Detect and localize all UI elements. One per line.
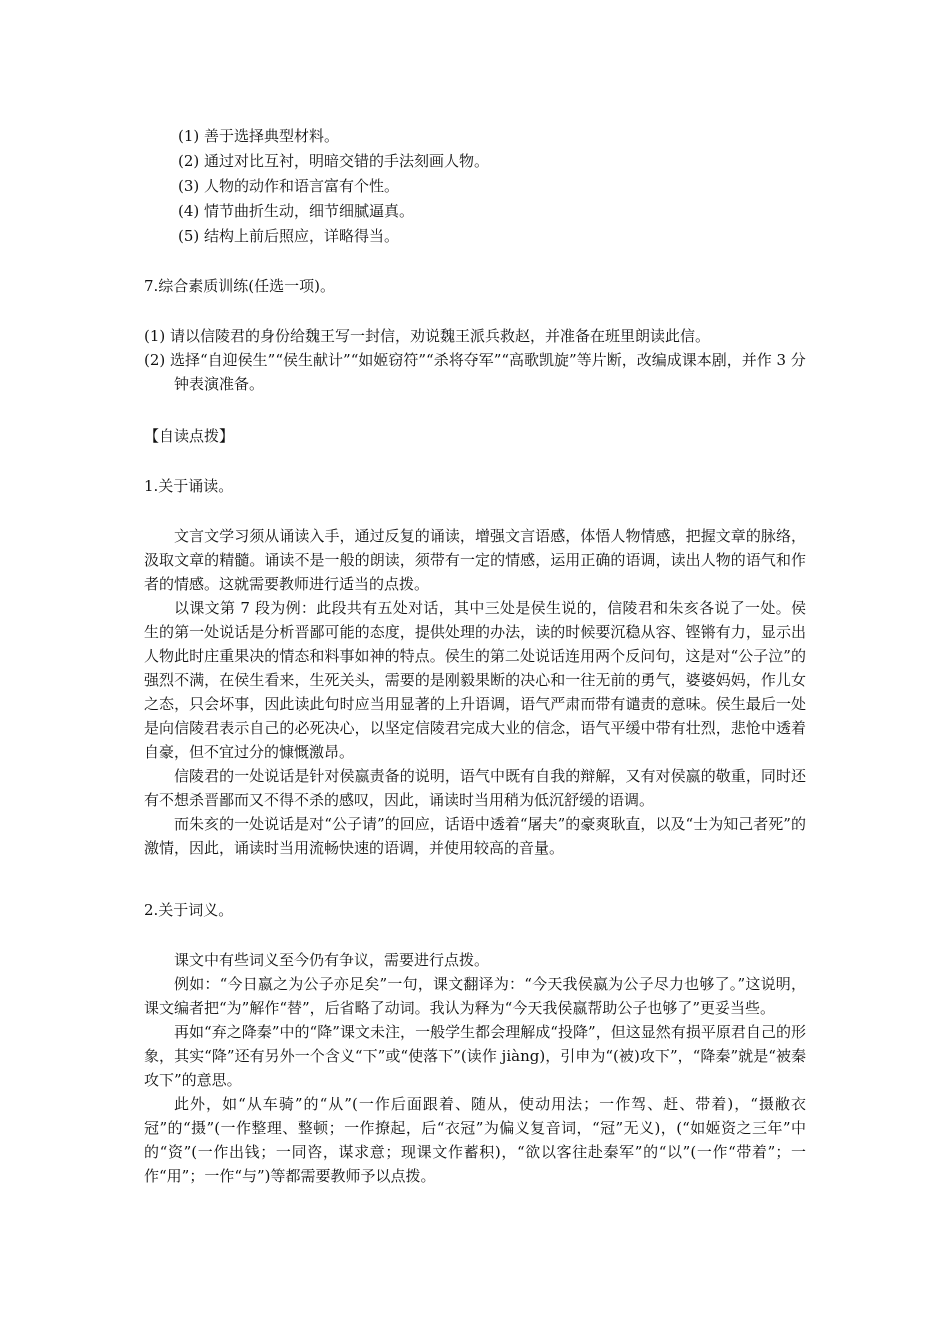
part1-heading: 1.关于诵读。 xyxy=(144,477,234,495)
section7-item-2: (2) 选择“自迎侯生”“侯生献计”“如姬窃符”“杀将夺军”“高歌凯旋”等片断，改编成课本剧，并作 3 分钟表演准备。 xyxy=(144,351,806,393)
part2-paragraph-4: 此外，如“从车骑”的“从”(一作后面跟着、随从，使动用法；一作驾、赶、带着)，“摄敝衣冠”的“摄”(一作整理、整顿；一作撩起，后“衣冠”为偏义复音词，“冠”无义)，(“如姬资之三年”中的“资”(一作出钱；一同咨，谋求意；现课文作蓄积)，“欲以客往赴秦军”的“以”(一作“带着”；一作“用”；一作“与”)等都需要教师予以点拨。 xyxy=(144,1095,806,1185)
feature-item-2: (2) 通过对比互衬，明暗交错的手法刻画人物。 xyxy=(178,152,490,170)
part1-paragraph-2: 以课文第 7 段为例：此段共有五处对话，其中三处是侯生说的，信陵君和朱亥各说了一处。侯生的第一处说话是分析晋鄙可能的态度，提供处理的办法，读的时候要沉稳从容、铿锵有力，显示出人物此时庄重果决的情态和料事如神的特点。侯生的第二处说话连用两个反问句，这是对“公子泣”的强烈不满，在侯生看来，生死关头，需要的是刚毅果断的决心和一往无前的勇气，婆婆妈妈，作儿女之态，只会坏事，因此读此句时应当用显著的上升语调，语气严肃而带有谴责的意味。侯生最后一处是向信陵君表示自己的必死决心，以坚定信陵君完成大业的信念，语气平缓中带有壮烈，悲怆中透着自豪，但不宜过分的慷慨激昂。 xyxy=(144,599,806,761)
part2-paragraph-1: 课文中有些词义至今仍有争议，需要进行点拨。 xyxy=(174,951,490,969)
part2-paragraph-2: 例如：“今日嬴之为公子亦足矣”一句，课文翻译为：“今天我侯嬴为公子尽力也够了。”这说明，课文编者把“为”解作“替”，后省略了动词。我认为释为“今天我侯嬴帮助公子也够了”更妥当些。 xyxy=(144,975,806,1017)
part1-paragraph-4: 而朱亥的一处说话是对“公子请”的回应，话语中透着“屠夫”的豪爽耿直，以及“士为知己者死”的激情，因此，诵读时当用流畅快速的语调，并使用较高的音量。 xyxy=(144,815,806,857)
part2-paragraph-3: 再如“弃之降秦”中的“降”课文未注，一般学生都会理解成“投降”，但这显然有损平原君自己的形象，其实“降”还有另外一个含义“下”或“使落下”(读作 jiàng)，引申为“(被)攻下”，“降秦”就是“被秦攻下”的意思。 xyxy=(144,1023,806,1089)
part1-paragraph-3: 信陵君的一处说话是针对侯嬴责备的说明，语气中既有自我的辩解，又有对侯嬴的敬重，同时还有不想杀晋鄙而又不得不杀的感叹，因此，诵读时当用稍为低沉舒缓的语调。 xyxy=(144,767,806,809)
feature-item-1: (1) 善于选择典型材料。 xyxy=(178,127,340,145)
part1-paragraph-1: 文言文学习须从诵读入手，通过反复的诵读，增强文言语感，体悟人物情感，把握文章的脉络，汲取文章的精髓。诵读不是一般的朗读，须带有一定的情感，运用正确的语调，读出人物的语气和作者的情感。这就需要教师进行适当的点拨。 xyxy=(144,527,806,593)
part2-body xyxy=(144,948,806,1188)
part1-body xyxy=(144,524,806,860)
section7-items xyxy=(144,324,809,396)
part2-heading: 2.关于词义。 xyxy=(144,901,234,919)
feature-item-3: (3) 人物的动作和语言富有个性。 xyxy=(178,177,400,195)
section7-item-1: (1) 请以信陵君的身份给魏王写一封信，劝说魏王派兵救赵，并准备在班里朗读此信。 xyxy=(144,327,711,345)
section7-heading: 7.综合素质训练(任选一项)。 xyxy=(144,277,336,295)
zidu-heading: 【自读点拨】 xyxy=(144,427,235,445)
feature-item-4: (4) 情节曲折生动，细节细腻逼真。 xyxy=(178,202,415,220)
feature-item-5: (5) 结构上前后照应，详略得当。 xyxy=(178,227,400,245)
